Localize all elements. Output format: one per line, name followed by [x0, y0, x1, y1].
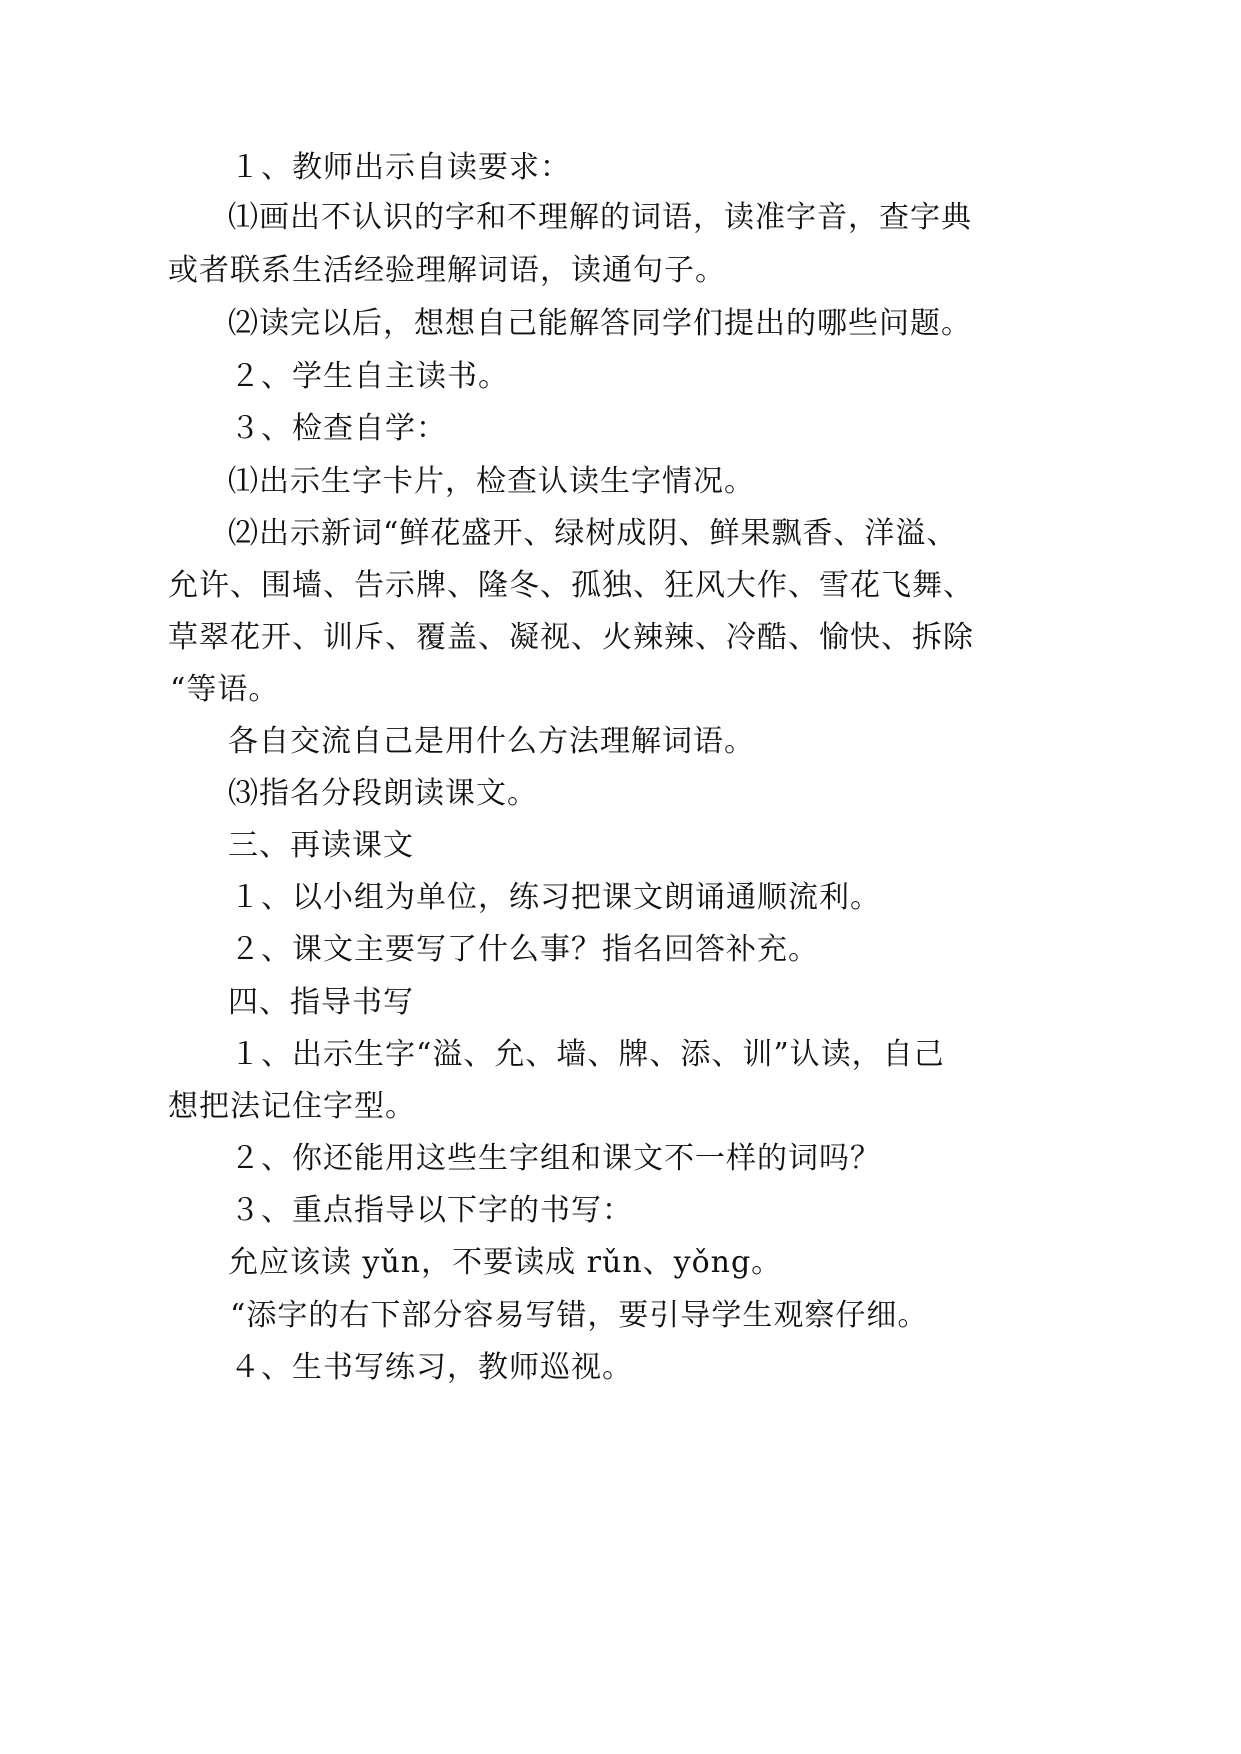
text-line: “等语。: [170, 672, 280, 707]
text-line: 或者联系生活经验理解词语，读通句子。: [168, 253, 726, 288]
text-line: ⑴出示生字卡片，检查认读生字情况。: [228, 464, 755, 499]
text-line: “添字的右下部分容易写错，要引导学生观察仔细。: [230, 1298, 929, 1333]
text-line: １、教师出示自读要求：: [230, 150, 571, 185]
text-line: ⑴画出不认识的字和不理解的词语，读准字音，查字典: [228, 200, 972, 235]
text-line: １、以小组为单位，练习把课文朗诵通顺流利。: [230, 880, 881, 915]
text-line: 允许、围墙、告示牌、隆冬、孤独、狂风大作、雪花飞舞、: [168, 568, 974, 603]
text-line: 草翠花开、训斥、覆盖、凝视、火辣辣、冷酷、愉快、拆除: [168, 620, 974, 655]
text-line: ４、生书写练习，教师巡视。: [230, 1350, 633, 1385]
text-line: ２、课文主要写了什么事？指名回答补充。: [230, 932, 819, 967]
text-line: ３、重点指导以下字的书写：: [230, 1193, 633, 1228]
section-heading: 三、再读课文: [228, 828, 414, 863]
text-line: 想把法记住字型。: [168, 1089, 416, 1124]
text-line: １、出示生字“溢、允、墙、牌、添、训”认读，自己: [230, 1037, 945, 1072]
text-line: ⑵读完以后，想想自己能解答同学们提出的哪些问题。: [228, 306, 972, 341]
text-line: 允应该读 yǔn，不要读成 rǔn、yǒng。: [228, 1245, 783, 1280]
text-line: ⑶指名分段朗读课文。: [228, 776, 538, 811]
text-line: ２、你还能用这些生字组和课文不一样的词吗？: [230, 1141, 881, 1176]
text-line: 各自交流自己是用什么方法理解词语。: [228, 724, 755, 759]
text-line: ２、学生自主读书。: [230, 359, 509, 394]
section-heading: 四、指导书写: [228, 985, 414, 1020]
text-line: ⑵出示新词“鲜花盛开、绿树成阴、鲜果飘香、洋溢、: [228, 516, 958, 551]
text-line: ３、检查自学：: [230, 411, 447, 446]
